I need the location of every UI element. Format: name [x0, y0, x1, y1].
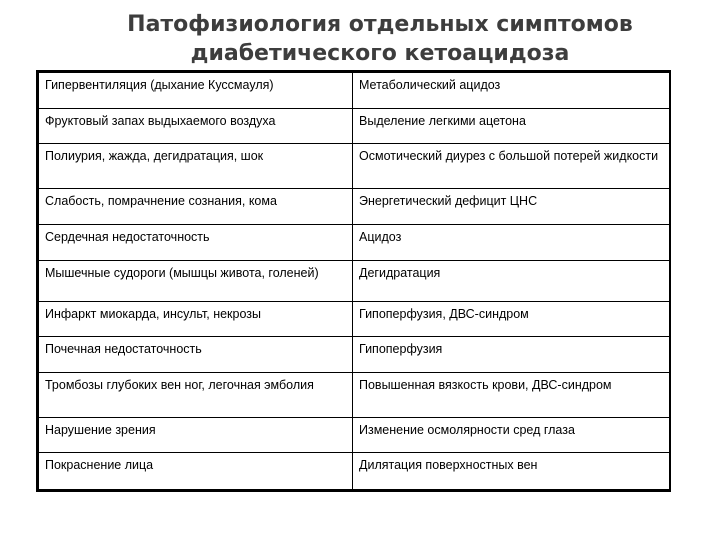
table-row — [39, 337, 670, 373]
cause-cell: Осмотический диурез с большой потерей жидкости — [353, 144, 670, 189]
table-row — [39, 109, 670, 144]
cause-cell: Дилятация поверхностных вен — [353, 453, 670, 490]
table-row — [39, 453, 670, 490]
cause-cell: Изменение осмолярности сред глаза — [353, 418, 670, 453]
title-line-1: Патофизиология отдельных симптомов — [127, 12, 633, 37]
cause-cell: Дегидратация — [353, 261, 670, 302]
table-row — [39, 418, 670, 453]
table-row — [39, 73, 670, 109]
cause-cell: Энергетический дефицит ЦНС — [353, 189, 670, 225]
cause-cell: Выделение легкими ацетона — [353, 109, 670, 144]
table-row — [39, 189, 670, 225]
symptom-cell: Мышечные судороги (мышцы живота, голеней) — [39, 261, 353, 302]
symptom-cell: Нарушение зрения — [39, 418, 353, 453]
symptom-cell: Фруктовый запах выдыхаемого воздуха — [39, 109, 353, 144]
table-row — [39, 144, 670, 189]
symptom-cell: Тромбозы глубоких вен ног, легочная эмболия — [39, 373, 353, 418]
cause-cell: Повышенная вязкость крови, ДВС-синдром — [353, 373, 670, 418]
table-row — [39, 373, 670, 418]
symptoms-table — [36, 70, 671, 492]
cause-cell: Гипоперфузия — [353, 337, 670, 373]
page-title — [60, 10, 700, 68]
cause-cell: Гипоперфузия, ДВС-синдром — [353, 302, 670, 337]
symptom-cell: Слабость, помрачнение сознания, кома — [39, 189, 353, 225]
cause-cell: Метаболический ацидоз — [353, 73, 670, 109]
table-row — [39, 302, 670, 337]
symptom-cell: Полиурия, жажда, дегидратация, шок — [39, 144, 353, 189]
symptom-cell: Инфаркт миокарда, инсульт, некрозы — [39, 302, 353, 337]
table-row — [39, 225, 670, 261]
symptom-cell: Сердечная недостаточность — [39, 225, 353, 261]
symptom-cell: Покраснение лица — [39, 453, 353, 490]
symptom-cell: Гипервентиляция (дыхание Куссмауля) — [39, 73, 353, 109]
table-row — [39, 261, 670, 302]
title-line-2: диабетического кетоацидоза — [190, 41, 570, 66]
cause-cell: Ацидоз — [353, 225, 670, 261]
symptom-cell: Почечная недостаточность — [39, 337, 353, 373]
